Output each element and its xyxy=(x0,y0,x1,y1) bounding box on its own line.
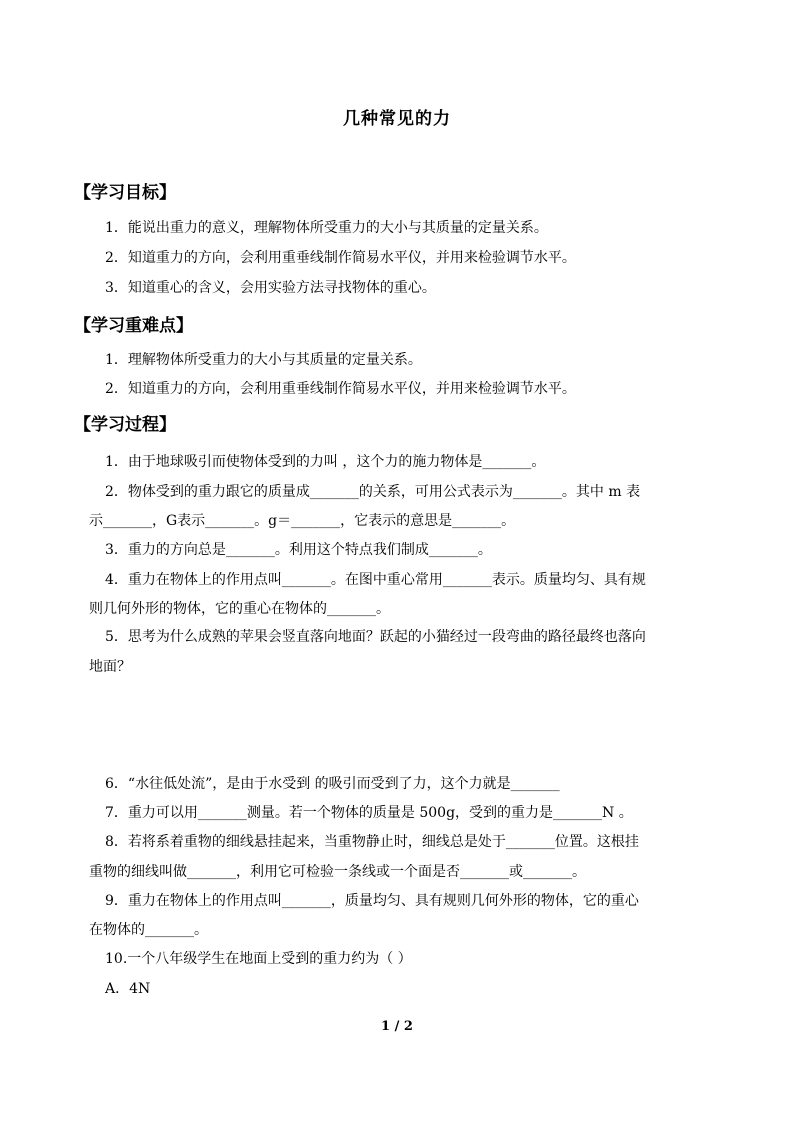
section-heading-goals: 【学习目标】 xyxy=(74,183,176,203)
process-line-12: 重物的细线叫做_______，利用它可检验一条线或一个面是否_______或_______。 xyxy=(89,864,586,880)
process-line-3: 示_______，G表示_______。g＝_______，它表示的意思是_______。 xyxy=(89,513,516,529)
process-line-7: 5．思考为什么成熟的苹果会竖直落向地面？跃起的小猫经过一段弯曲的路径最终也落向 xyxy=(105,629,646,645)
process-line-11: 8．若将系着重物的细线悬挂起来，当重物静止时，细线总是处于_______位置。这根挂 xyxy=(105,834,639,850)
key-point-item-1: 1．理解物体所受重力的大小与其质量的定量关系。 xyxy=(105,352,422,368)
page-title: 几种常见的力 xyxy=(343,109,451,129)
process-line-13: 9．重力在物体上的作用点叫_______，质量均匀、具有规则几何外形的物体，它的重心 xyxy=(105,893,639,909)
process-line-15: 10.一个八年级学生在地面上受到的重力约为（ ） xyxy=(105,951,412,967)
process-line-16: A．4N xyxy=(105,981,151,997)
key-point-item-2: 2．知道重力的方向，会利用重垂线制作简易水平仪，并用来检验调节水平。 xyxy=(105,381,576,397)
section-heading-key-points: 【学习重难点】 xyxy=(74,316,193,336)
goal-item-2: 2．知道重力的方向，会利用重垂线制作简易水平仪，并用来检验调节水平。 xyxy=(105,250,576,266)
section-heading-process: 【学习过程】 xyxy=(74,415,176,435)
process-line-9: 6．“水往低处流”，是由于水受到 的吸引而受到了力，这个力就是_______ xyxy=(105,776,560,792)
process-line-6: 则几何外形的物体，它的重心在物体的_______。 xyxy=(89,601,390,617)
process-line-4: 3．重力的方向总是_______。利用这个特点我们制成_______。 xyxy=(105,542,492,558)
process-line-10: 7．重力可以用_______测量。若一个物体的质量是 500g，受到的重力是_______N 。 xyxy=(105,805,633,821)
page-number: 1 / 2 xyxy=(381,1019,413,1034)
goal-item-1: 1．能说出重力的意义，理解物体所受重力的大小与其质量的定量关系。 xyxy=(105,220,548,236)
process-line-5: 4．重力在物体上的作用点叫_______。在图中重心常用_______表示。质量均匀、具有规 xyxy=(105,572,646,588)
process-line-8: 地面？ xyxy=(89,659,131,675)
process-line-2: 2．物体受到的重力跟它的质量成_______的关系，可用公式表示为_______。其中 m 表 xyxy=(105,484,641,500)
process-line-14: 在物体的_______。 xyxy=(89,922,208,938)
goal-item-3: 3．知道重心的含义，会用实验方法寻找物体的重心。 xyxy=(105,280,436,296)
process-line-1: 1．由于地球吸引而使物体受到的力叫 ，这个力的施力物体是_______。 xyxy=(105,454,546,470)
